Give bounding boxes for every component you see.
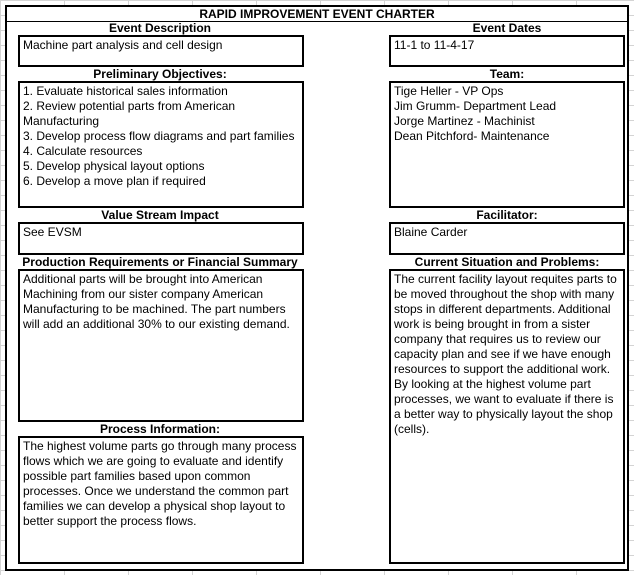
objectives-field[interactable]: [18, 81, 304, 208]
event-dates-label: Event Dates: [472, 21, 542, 35]
charter-form: [5, 5, 629, 571]
process-info-label: Process Information:: [99, 422, 221, 436]
production-field[interactable]: Additional parts will be brought into American Machining from our sister company American Manufacturing to be machined. The part numbers will add an additional 30% to our existing demand.: [18, 269, 304, 422]
process-info-field[interactable]: The highest volume parts go through many process flows which we are going to evaluate and identify possible part families based upon common processes. Once we understand the common part families we can develop a physical shop layout to better support the process flows.: [18, 436, 304, 564]
production-label: Production Requirements or Financial Summary: [22, 255, 298, 269]
team-member: Jim Grumm- Department Lead: [394, 99, 557, 113]
facilitator-field[interactable]: Blaine Carder: [389, 222, 625, 255]
objective-item: 5. Develop physical layout options: [23, 159, 205, 173]
team-member: Jorge Martinez - Machinist: [394, 114, 535, 128]
objective-item: 6. Develop a move plan if required: [23, 174, 206, 188]
current-situation-field[interactable]: The current facility layout requites parts to be moved throughout the shop with many stops in different departments. Additional work is being brought in from a sister company that requires us to review our capacity plan and see if we have enough resources to support the additional work. By looking at the highest volume part processes, we want to evaluate if there is a better way to physically layout the shop (cells).: [389, 269, 625, 564]
current-situation-label: Current Situation and Problems:: [414, 255, 600, 269]
event-dates-field[interactable]: 11-1 to 11-4-17: [389, 35, 625, 67]
objective-item: 2. Review potential parts from American Manufacturing: [23, 99, 236, 128]
objectives-label: Preliminary Objectives:: [93, 67, 227, 81]
event-description-label: Event Description: [108, 21, 212, 35]
value-stream-field[interactable]: See EVSM: [18, 222, 304, 255]
team-label: Team:: [489, 67, 525, 81]
team-field[interactable]: [389, 81, 625, 208]
objective-item: 1. Evaluate historical sales information: [23, 84, 228, 98]
facilitator-label: Facilitator:: [476, 208, 538, 222]
objective-item: 4. Calculate resources: [23, 144, 143, 158]
team-member: Tige Heller - VP Ops: [394, 84, 504, 98]
event-description-field[interactable]: Machine part analysis and cell design: [18, 35, 304, 67]
charter-title: RAPID IMPROVEMENT EVENT CHARTER: [7, 7, 627, 22]
value-stream-label: Value Stream Impact: [101, 208, 219, 222]
objective-item: 3. Develop process flow diagrams and part families: [23, 129, 295, 143]
team-member: Dean Pitchford- Maintenance: [394, 129, 550, 143]
